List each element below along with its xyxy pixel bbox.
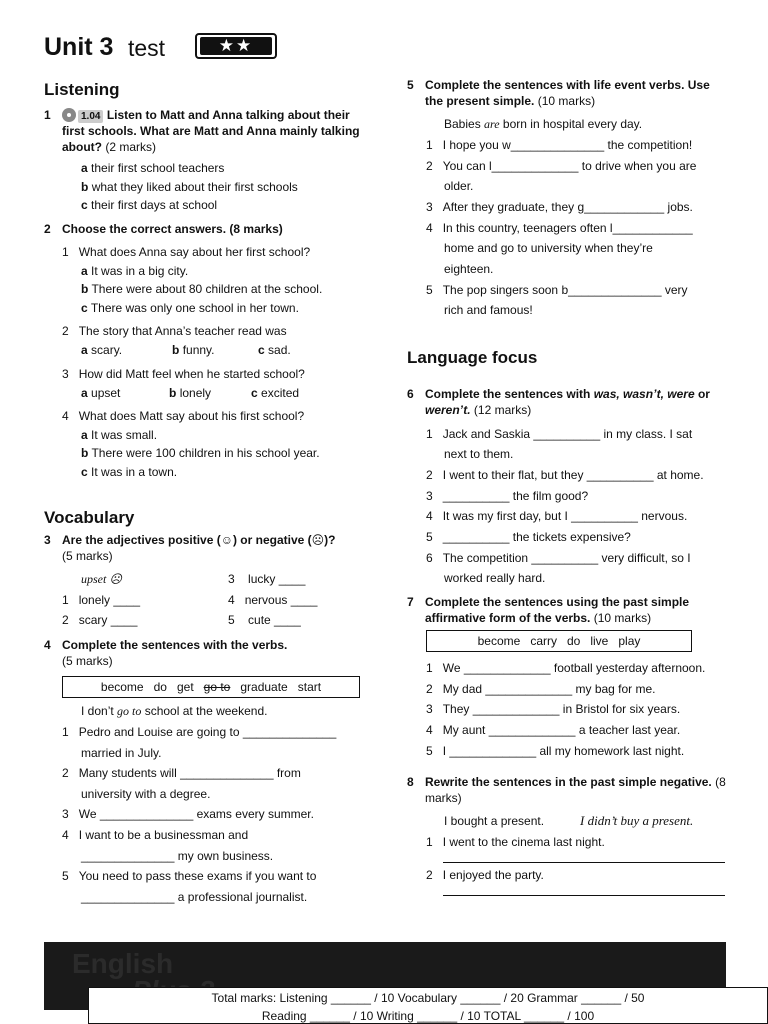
total-marks-line-2: Reading ______ / 10 Writing ______ / 10 TOTAL ______ / 100 xyxy=(261,1009,595,1023)
option-c: c sad. xyxy=(258,343,291,357)
q8-item-2: 2 I enjoyed the party. xyxy=(426,868,544,882)
q5-item-2: 2 You can l_____________ to drive when you are xyxy=(426,159,697,173)
option-b: b There were 100 children in his school year. xyxy=(81,446,320,460)
track-number: 1.04 xyxy=(78,110,103,123)
q6-item-6-cont: worked really hard. xyxy=(444,571,546,585)
language-focus-heading: Language focus xyxy=(407,348,538,367)
option-b: b funny. xyxy=(172,343,215,357)
total-marks-box xyxy=(88,987,768,1024)
q3-item-2: 2 scary ____ xyxy=(62,613,138,627)
q4-item-2: 2 Many students will ______________ from xyxy=(62,766,301,780)
option-a: a It was in a big city. xyxy=(81,264,189,278)
q3-item-3: 3 lucky ____ xyxy=(228,572,306,586)
q3-example: upset ☹ xyxy=(81,572,122,586)
option-b: b what they liked about their first schools xyxy=(81,180,298,194)
q4-item-1: 1 Pedro and Louise are going to ______________ xyxy=(62,725,337,739)
option-a: a It was small. xyxy=(81,428,158,442)
q2-item-4: 4 What does Matt say about his first school? xyxy=(62,409,305,423)
q5-item-4: 4 In this country, teenagers often l____________ xyxy=(426,221,693,235)
q5-item-4-cont: home and go to university when they’re xyxy=(444,241,653,255)
brand-logo-line1: English xyxy=(72,948,174,979)
q2-item-1: 1 What does Anna say about her first school? xyxy=(62,245,311,259)
q7-item-1: 1 We _____________ football yesterday afternoon. xyxy=(426,661,706,675)
q8-item-1: 1 I went to the cinema last night. xyxy=(426,835,605,849)
option-c: c There was only one school in her town. xyxy=(81,301,299,315)
q4-item-3: 3 We ______________ exams every summer. xyxy=(62,807,314,821)
question-5: 5 Complete the sentences with life event verbs. Use the present simple. (10 marks) xyxy=(407,78,710,108)
q8-example: I bought a present. xyxy=(444,814,545,828)
question-3: 3 Are the adjectives positive (☺) or negative (☹)? (5 marks) xyxy=(44,533,336,563)
two-stars-icon: ★★ xyxy=(200,37,272,55)
q2-item-3: 3 How did Matt feel when he started school? xyxy=(62,367,305,381)
question-2: 2 Choose the correct answers. (8 marks) xyxy=(44,222,283,236)
q3-item-5: 5 cute ____ xyxy=(228,613,301,627)
vocabulary-heading: Vocabulary xyxy=(44,508,135,527)
q6-item-2: 2 I went to their flat, but they __________ at home. xyxy=(426,468,704,482)
option-c: c their first days at school xyxy=(81,198,218,212)
question-6: 6 Complete the sentences with was, wasn’t, were or weren’t. (12 marks) xyxy=(407,387,710,417)
unit-title: Unit 3 xyxy=(44,33,114,61)
question-1 xyxy=(44,107,364,155)
q6-item-6: 6 The competition __________ very difficult, so I xyxy=(426,551,691,565)
q5-item-1: 1 I hope you w______________ the competition! xyxy=(426,138,693,152)
q6-item-4: 4 It was my first day, but I __________ nervous. xyxy=(426,509,688,523)
q4-item-5: 5 You need to pass these exams if you want to xyxy=(62,869,317,883)
total-marks-line-1: Total marks: Listening ______ / 10 Vocabulary ______ / 20 Grammar ______ / 50 xyxy=(211,991,645,1005)
q4-item-4-cont: ______________ my own business. xyxy=(81,849,274,863)
answer-line[interactable] xyxy=(443,895,725,896)
q4-example: I don’t go to school at the weekend. xyxy=(81,704,268,718)
difficulty-badge xyxy=(195,33,277,59)
q5-item-4-cont2: eighteen. xyxy=(444,262,494,276)
q2-item-2: 2 The story that Anna’s teacher read was xyxy=(62,324,287,338)
listening-heading: Listening xyxy=(44,80,120,99)
option-a: a their first school teachers xyxy=(81,161,225,175)
option-c: c It was in a town. xyxy=(81,465,178,479)
q8-example-answer: I didn’t buy a present. xyxy=(580,813,694,828)
q5-item-5-cont: rich and famous! xyxy=(444,303,533,317)
q4-item-5-cont: ______________ a professional journalist. xyxy=(81,890,308,904)
option-b: b There were about 80 children at the school. xyxy=(81,282,323,296)
q5-item-3: 3 After they graduate, they g____________ jobs. xyxy=(426,200,693,214)
q7-item-4: 4 My aunt _____________ a teacher last year. xyxy=(426,723,681,737)
option-b: b lonely xyxy=(169,386,212,400)
question-number: 1 xyxy=(44,108,51,122)
option-c: c excited xyxy=(251,386,300,400)
q6-item-1-cont: next to them. xyxy=(444,447,514,461)
q4-item-1-cont: married in July. xyxy=(81,746,162,760)
q3-item-1: 1 lonely ____ xyxy=(62,593,141,607)
q5-item-5: 5 The pop singers soon b______________ very xyxy=(426,283,688,297)
q6-item-1: 1 Jack and Saskia __________ in my class. I sat xyxy=(426,427,693,441)
q3-item-4: 4 nervous ____ xyxy=(228,593,318,607)
q7-item-5: 5 I _____________ all my homework last night. xyxy=(426,744,685,758)
answer-line[interactable] xyxy=(443,862,725,863)
q4-item-2-cont: university with a degree. xyxy=(81,787,211,801)
q5-example: Babies are born in hospital every day. xyxy=(444,117,643,131)
q6-item-3: 3 __________ the film good? xyxy=(426,489,589,503)
question-4: 4 Complete the sentences with the verbs. (5 marks) xyxy=(44,638,288,668)
option-a: a scary. xyxy=(81,343,123,357)
question-8: 8 Rewrite the sentences in the past simple negative. (8 marks) xyxy=(407,775,726,805)
q7-item-3: 3 They _____________ in Bristol for six years. xyxy=(426,702,681,716)
question-7: 7 Complete the sentences using the past simple affirmative form of the verbs. (10 marks) xyxy=(407,595,690,625)
q7-word-box: become carry do live play xyxy=(426,630,692,652)
q5-item-2-cont: older. xyxy=(444,179,474,193)
q4-item-4: 4 I want to be a businessman and xyxy=(62,828,249,842)
marks: (2 marks) xyxy=(105,140,157,154)
cd-audio-icon xyxy=(62,108,76,122)
question-text: Listen to Matt and Anna talking about their first schools. What are Matt and Anna mainly talking about? xyxy=(62,108,360,154)
q4-word-box: become do get go to graduate start xyxy=(62,676,360,698)
option-a: a upset xyxy=(81,386,121,400)
test-label: test xyxy=(128,35,166,61)
q7-item-2: 2 My dad _____________ my bag for me. xyxy=(426,682,656,696)
q6-item-5: 5 __________ the tickets expensive? xyxy=(426,530,631,544)
